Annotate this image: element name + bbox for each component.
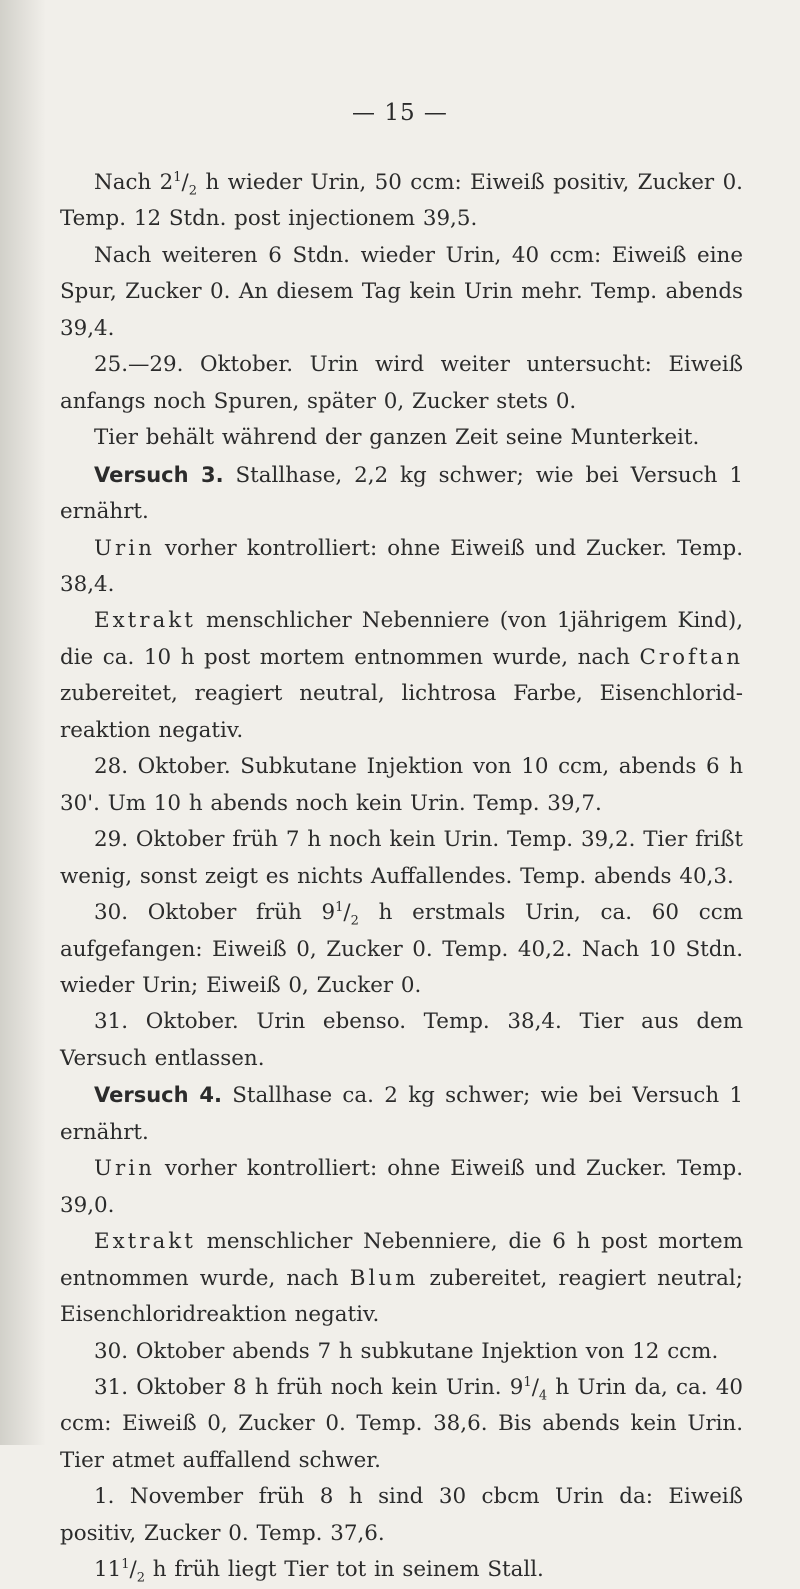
paragraph: Nach weiteren 6 Stdn. wieder Urin, 40 ccm: Eiweiß eine Spur, Zucker 0. An diesem Tag kein Urin mehr. Temp. abends 39,4. [60,242,743,341]
paragraph: 1. November früh 8 h sind 30 cbcm Urin da: Eiweiß positiv, Zucker 0. Temp. 37,6. [60,1484,743,1546]
section-heading: Versuch 4. [94,1083,222,1108]
paragraph: 25.—29. Oktober. Urin wird weiter untersucht: Eiweiß anfangs noch Spuren, später 0, Zucker stets 0. [60,352,743,414]
paragraph: 30. Oktober abends 7 h subkutane Injektion von 12 ccm. [94,1338,719,1364]
page-edge-shadow [0,0,46,1445]
section-versuch-4: Versuch 4. Stallhase ca. 2 kg schwer; wie bei Versuch 1 ernährt. [60,1083,744,1145]
section-heading: Versuch 3. [94,462,224,487]
paragraph: 28. Oktober. Subkutane Injektion von 10 ccm, abends 6 h 30'. Um 10 h abends noch kein Urin. Temp. 39,7. [60,754,743,816]
section-versuch-3: Versuch 3. Stallhase, 2,2 kg schwer; wie bei Versuch 1 ernährt. [60,462,744,525]
paragraph: 29. Oktober früh 7 h noch kein Urin. Temp. 39,2. Tier frißt wenig, sonst zeigt es nichts Auffallendes. Temp. abends 40,3. [60,827,743,889]
paragraph: 31. Oktober 8 h früh noch kein Urin. $9^1/_4$ h Urin da, ca. 40 ccm: Eiweiß 0, Zucker 0. Temp. 38,6. Bis abends kein Urin. Tier atmet auffallend schwer. [60,1374,743,1473]
paragraph: Urin vorher kontrolliert: ohne Eiweiß und Zucker. Temp. 39,0. [60,1156,743,1218]
document-body [60,165,743,1589]
paragraph: $11^1/_2$ h früh liegt Tier tot in seinem Stall. [94,1557,544,1586]
paragraph: 31. Oktober. Urin ebenso. Temp. 38,4. Tier aus dem Versuch entlassen. [60,1009,743,1071]
paragraph: Nach $2^1/_2$ h wieder Urin, 50 ccm: Eiweiß positiv, Zucker 0. Temp. 12 Stdn. post injectionem 39,5. [60,169,743,232]
paragraph: Tier behält während der ganzen Zeit seine Munterkeit. [94,425,700,451]
paragraph: Urin vorher kontrolliert: ohne Eiweiß und Zucker. Temp. 38,4. [60,535,743,597]
page-number: — 15 — [352,100,448,126]
paragraph: Extrakt menschlicher Nebenniere, die 6 h post mortem entnommen wurde, nach Blum zubereitet, reagiert neutral; Eisenchloridreaktion negativ. [60,1229,743,1328]
paragraph: Extrakt menschlicher Nebenniere (von 1jährigem Kind), die ca. 10 h post mortem entnommen wurde, nach Croftan zubereitet, reagiert neutral, lichtrosa Farbe, Eisenchlorid-reaktion negativ. [60,608,743,743]
paragraph: 30. Oktober früh $9^1/_2$ h erstmals Urin, ca. 60 ccm aufgefangen: Eiweiß 0, Zucker 0. Temp. 40,2. Nach 10 Stdn. wieder Urin; Eiweiß 0, Zucker 0. [60,899,743,998]
